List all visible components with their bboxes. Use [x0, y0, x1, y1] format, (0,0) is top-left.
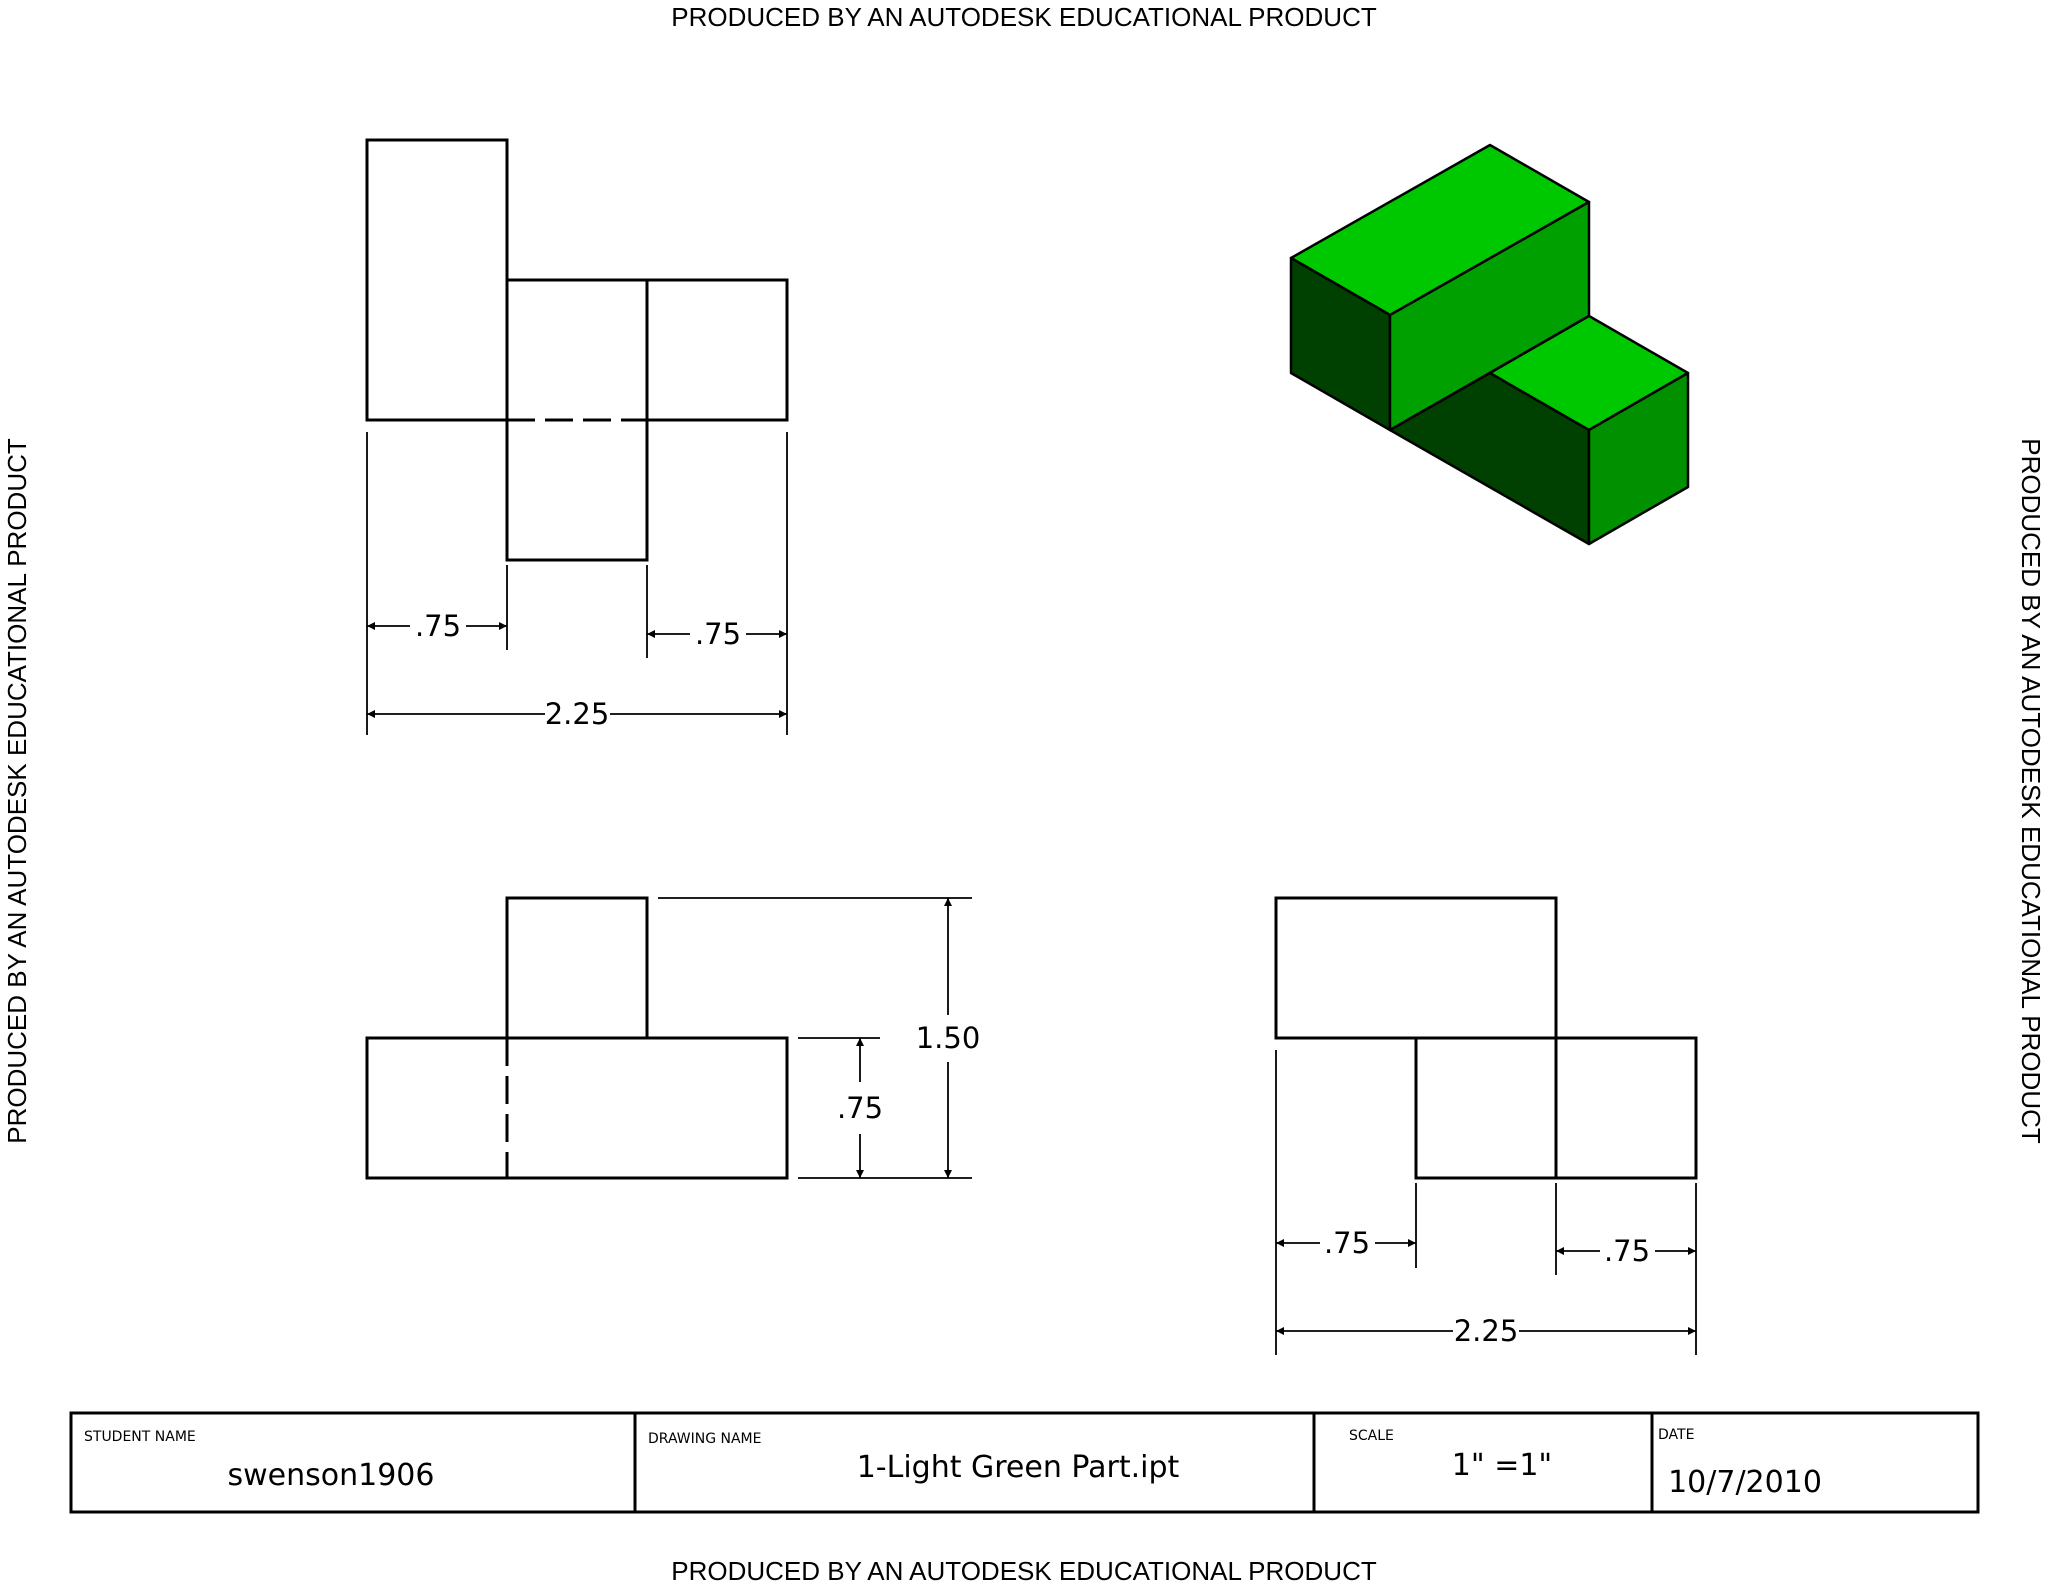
student-name-label: STUDENT NAME [84, 1429, 196, 1445]
date-label: DATE [1658, 1427, 1695, 1443]
watermark-right: PRODUCED BY AN AUTODESK EDUCATIONAL PRODUCT [2016, 438, 2046, 1144]
top-view-tall-block [367, 140, 507, 420]
scale-label: SCALE [1349, 1428, 1394, 1444]
student-name-value: swenson1906 [227, 1458, 435, 1493]
drawing-name-value: 1-Light Green Part.ipt [856, 1450, 1180, 1485]
front-view [367, 898, 980, 1178]
isometric-view [1291, 145, 1688, 544]
side-view [1276, 898, 1696, 1355]
watermark-left: PRODUCED BY AN AUTODESK EDUCATIONAL PRODUCT [2, 438, 32, 1144]
top-view-right-block [647, 280, 787, 420]
top-view [367, 140, 787, 735]
front-view-dim-partial: .75 [836, 1091, 884, 1125]
side-view-dim-left: .75 [1323, 1226, 1371, 1260]
watermark-bottom: PRODUCED BY AN AUTODESK EDUCATIONAL PRODUCT [671, 1556, 1377, 1582]
front-view-base [367, 1038, 787, 1178]
drawing-name-label: DRAWING NAME [648, 1431, 762, 1447]
scale-value: 1" =1" [1451, 1448, 1553, 1483]
watermark-top: PRODUCED BY AN AUTODESK EDUCATIONAL PRODUCT [671, 2, 1377, 32]
side-view-lower-left [1416, 1038, 1556, 1178]
top-view-dim-left: .75 [414, 609, 462, 643]
top-view-dim-right: .75 [694, 617, 742, 651]
side-view-upper-block [1276, 898, 1556, 1038]
side-view-dim-overall: 2.25 [1453, 1314, 1519, 1348]
side-view-lower-right [1556, 1038, 1696, 1178]
front-view-upper-block [507, 898, 647, 1038]
date-value: 10/7/2010 [1668, 1465, 1822, 1500]
title-block [71, 1413, 1978, 1512]
side-view-dim-right: .75 [1603, 1234, 1651, 1268]
front-view-dim-overall: 1.50 [915, 1021, 981, 1055]
top-view-dim-overall: 2.25 [544, 697, 610, 731]
